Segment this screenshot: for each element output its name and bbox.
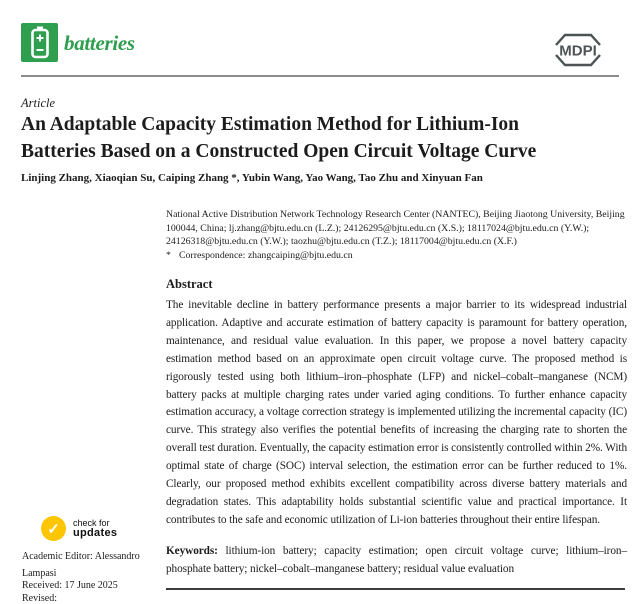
check-updates-label: [73, 518, 117, 539]
correspondence-line: [166, 249, 627, 263]
page-title-line1: An Adaptable Capacity Estimation Method for Lithium-Ion: [21, 114, 520, 135]
article-type-label: Article: [21, 96, 56, 110]
correspondence-marker: *: [166, 249, 171, 261]
journal-name: batteries: [64, 31, 135, 55]
journal-logo[interactable]: [21, 23, 58, 62]
check-updates-line2: updates: [73, 527, 118, 539]
received-date: Received: 17 June 2025: [22, 580, 118, 591]
page-title-line2: Batteries Based on a Constructed Open Circuit Voltage Curve: [21, 141, 537, 162]
affiliation-text: National Active Distribution Network Technology Research Center (NANTEC), Beijing Jiaotong University, Beijing 100044, China; lj.zhang@bjtu.edu.cn (L.Z.); 24126295@bjtu.edu.cn (X.S.); 18117024@bjtu.edu.cn (Y.W.); 24126318@bjtu.edu.cn (Y.W.); taozhu@bjtu.edu.cn (T.Z.); 18117004@bjtu.edu.cn (X.F.): [166, 209, 625, 248]
page-title: [21, 111, 536, 165]
keywords-text: lithium-ion battery; capacity estimation; open circuit voltage curve; lithium–iron–phosphate battery; nickel–cobalt–manganese battery; residual value evaluation: [166, 545, 627, 576]
academic-editor-text: Academic Editor: Alessandro Lampasi: [22, 551, 140, 579]
check-icon: ✓: [41, 516, 66, 541]
abstract-text: The inevitable decline in battery performance presents a major barrier to its widespread industrial application. Adaptive and accurate estimation of battery capacity is paramount for battery operation, maintenance, and residual value evaluation. In this paper, we propose a novel battery capacity estimation method based on an approximate open circuit voltage curve. The proposed method is rigorously tested using both lithium–iron–phosphate (LFP) and nickel–cobalt–manganese (NCM) battery packs at multiple charging rates under varied aging conditions. To further enhance capacity estimation accuracy, a voltage correction strategy is implemented utilizing the incremental capacity (IC) curve. This strategy also verifies the potential benefits of increasing the charging rate to shorten the overall test duration. Eventually, the capacity estimation error is consistently controlled within 2%. With optimal state of charge (SOC) interval selection, the estimation error can be further reduced to 1%. Clearly, our proposed method exhibits excellent compatibility across diverse battery materials and degradation states. This adaptability holds substantial scientific value and practical importance. It contributes to the safe and economic utilization of Li-ion batteries throughout their entire lifespan.: [166, 299, 628, 526]
keywords-label: Keywords:: [166, 545, 218, 558]
correspondence-text: Correspondence: zhangcaiping@bjtu.edu.cn: [179, 249, 353, 261]
keywords-line: [166, 543, 627, 579]
mdpi-logo-text: MDPI: [559, 42, 597, 60]
keywords-divider: [166, 588, 625, 590]
authors-line: Linjing Zhang, Xiaoqian Su, Caiping Zhang *, Yubin Wang, Yao Wang, Tao Zhu and Xinyuan Fan: [21, 172, 483, 184]
abstract-heading: Abstract: [166, 277, 213, 292]
main-column: [166, 208, 627, 590]
battery-icon: [28, 26, 52, 59]
check-updates-line1: check for: [73, 518, 110, 528]
revised-date-partial: Revised:: [22, 593, 57, 604]
mdpi-logo[interactable]: [552, 31, 604, 69]
check-for-updates-badge[interactable]: [41, 516, 117, 541]
header-divider: [21, 75, 619, 77]
